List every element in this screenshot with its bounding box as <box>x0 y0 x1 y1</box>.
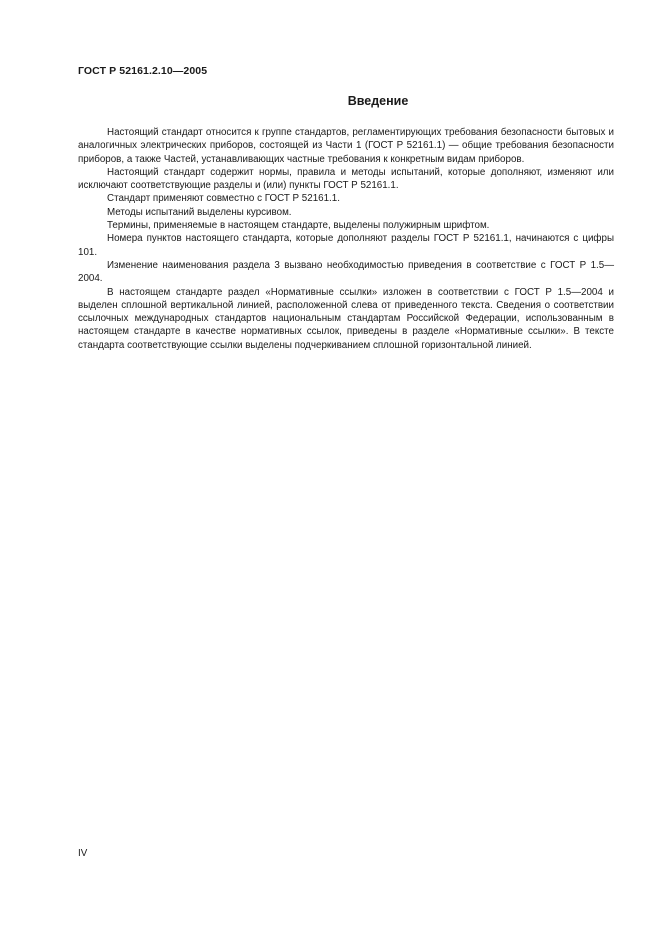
standard-number-header: ГОСТ Р 52161.2.10—2005 <box>78 65 208 77</box>
paragraph-numbering: Номера пунктов настоящего стандарта, которые дополняют разделы ГОСТ Р 52161.1, начинаются с цифры 101. <box>78 233 614 258</box>
introduction-body <box>78 126 614 352</box>
paragraph-scope: Настоящий стандарт относится к группе стандартов, регламентирующих требования безопасности бытовых и аналогичных электрических приборов, состоящей из Части 1 (ГОСТ Р 52161.1) — общие требования безопасности приборов, а также Частей, устанавливающих частные требования к конкретным видам приборов. <box>78 127 614 165</box>
paragraph-normative-references: В настоящем стандарте раздел «Нормативные ссылки» изложен в соответствии с ГОСТ Р 1.5—2004 и выделен сплошной вертикальной линией, расположенной слева от приведенного текста. Сведения о соответствии ссылочных международных стандартов национальным стандартам Российской Федерации, использованным в настоящем стандарте в качестве нормативных ссылок, приведены в разделе «Нормативные ссылки». В тексте стандарта соответствующие ссылки выделены подчеркиванием сплошной горизонтальной линией. <box>78 286 614 351</box>
paragraph-content: Настоящий стандарт содержит нормы, правила и методы испытаний, которые дополняют, изменяют или исключают соответствующие разделы и (или) пункты ГОСТ Р 52161.1. <box>78 166 614 192</box>
section-title <box>78 94 614 108</box>
section-title-text: Введение <box>347 94 409 108</box>
page-number: IV <box>78 848 88 859</box>
paragraph-usage: Стандарт применяют совместно с ГОСТ Р 52161.1. <box>107 193 340 205</box>
paragraph-test-methods: Методы испытаний выделены курсивом. <box>107 206 292 218</box>
paragraph-terms: Термины, применяемые в настоящем стандарте, выделены полужирным шрифтом. <box>107 220 490 232</box>
paragraph-section-rename: Изменение наименования раздела 3 вызвано необходимостью приведения в соответствие с ГОСТ Р 1.5—2004. <box>78 259 614 285</box>
